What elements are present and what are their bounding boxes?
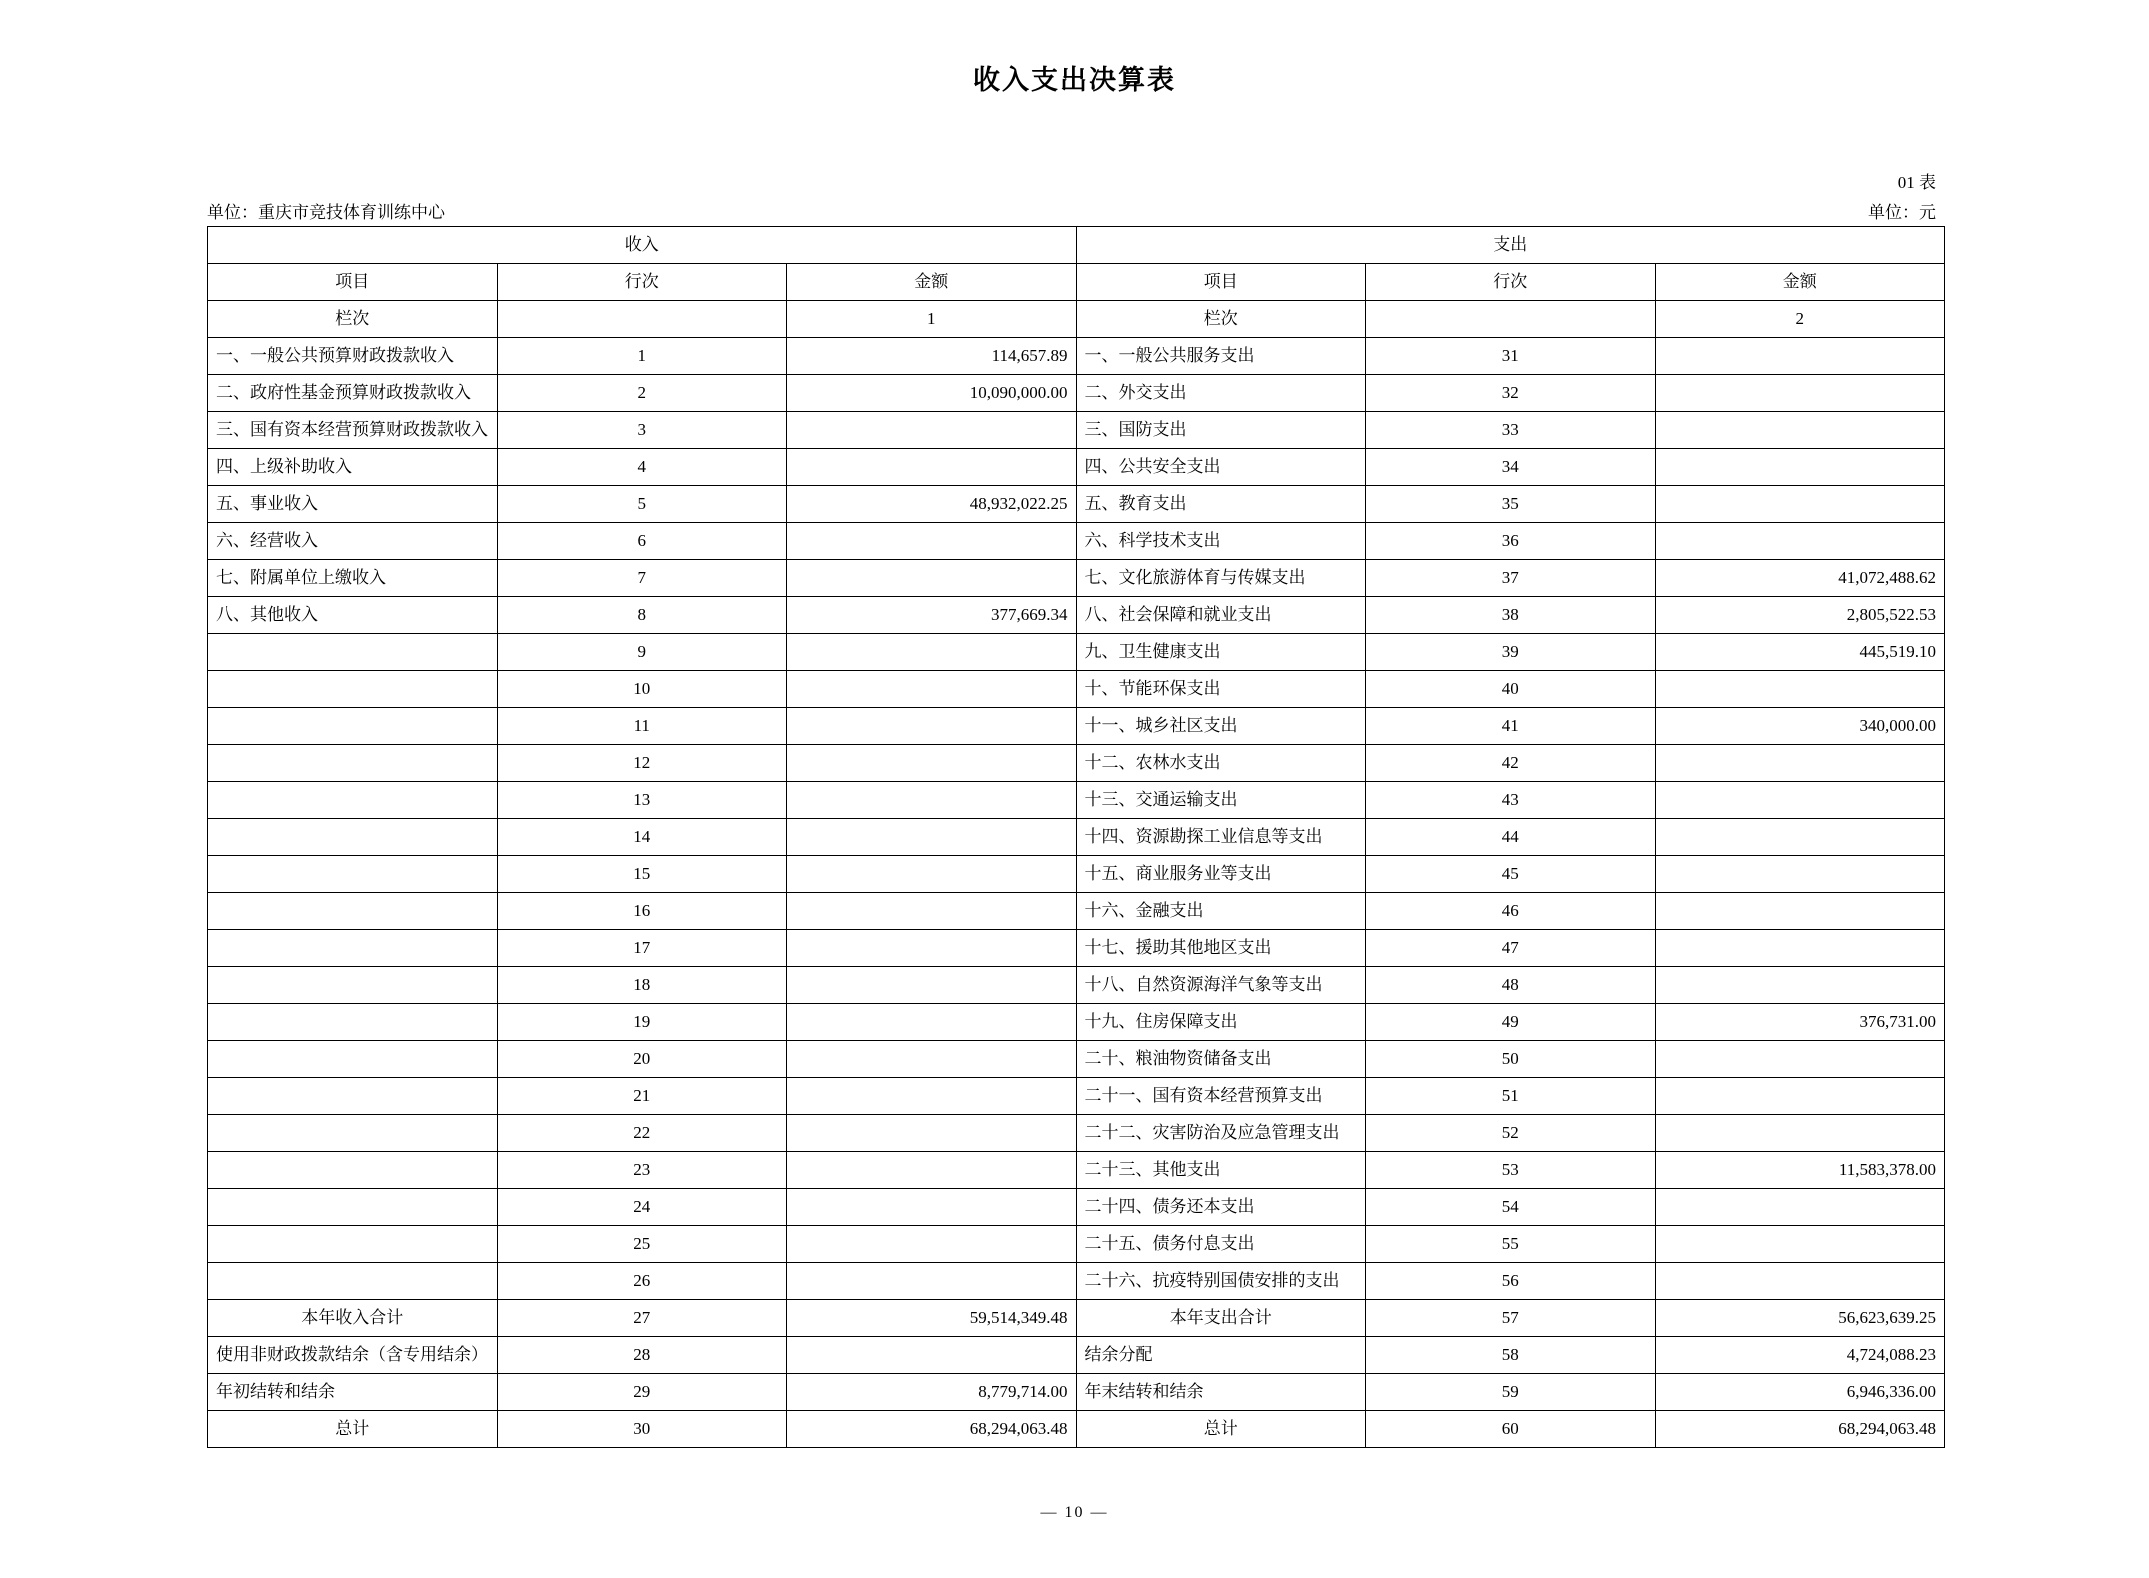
income-line-cell: 10 <box>497 671 787 708</box>
expense-amount-cell <box>1655 671 1945 708</box>
income-amount-cell: 8,779,714.00 <box>787 1374 1077 1411</box>
income-amount-cell <box>787 967 1077 1004</box>
income-line-cell: 21 <box>497 1078 787 1115</box>
expense-line-cell: 46 <box>1366 893 1656 930</box>
table-row <box>208 449 1945 486</box>
income-item-cell <box>208 930 498 967</box>
income-line-cell: 29 <box>497 1374 787 1411</box>
expense-line-cell: 40 <box>1366 671 1656 708</box>
table-summary-row <box>208 1411 1945 1448</box>
expense-line-cell: 32 <box>1366 375 1656 412</box>
expense-line-cell: 44 <box>1366 819 1656 856</box>
expense-line-cell: 39 <box>1366 634 1656 671</box>
income-amount-cell <box>787 708 1077 745</box>
income-amount-cell <box>787 782 1077 819</box>
income-line-cell: 3 <box>497 412 787 449</box>
expense-column-label: 栏次 <box>1076 301 1366 338</box>
table-row <box>208 338 1945 375</box>
expense-line-cell: 59 <box>1366 1374 1656 1411</box>
table-row <box>208 1004 1945 1041</box>
income-group-header: 收入 <box>208 227 1077 264</box>
income-item-cell <box>208 671 498 708</box>
expense-amount-cell: 11,583,378.00 <box>1655 1152 1945 1189</box>
income-item-cell: 六、经营收入 <box>208 523 498 560</box>
table-summary-row <box>208 1374 1945 1411</box>
expense-amount-cell <box>1655 486 1945 523</box>
table-row <box>208 1115 1945 1152</box>
expense-item-cell: 二十五、债务付息支出 <box>1076 1226 1366 1263</box>
income-item-cell: 本年收入合计 <box>208 1300 498 1337</box>
expense-amount-cell <box>1655 967 1945 1004</box>
expense-item-cell: 十一、城乡社区支出 <box>1076 708 1366 745</box>
expense-item-cell: 二十四、债务还本支出 <box>1076 1189 1366 1226</box>
expense-item-cell: 七、文化旅游体育与传媒支出 <box>1076 560 1366 597</box>
budget-table <box>207 226 1945 1448</box>
table-row <box>208 745 1945 782</box>
income-amount-header: 金额 <box>787 264 1077 301</box>
income-item-cell <box>208 1226 498 1263</box>
income-item-cell <box>208 819 498 856</box>
expense-item-cell: 十七、援助其他地区支出 <box>1076 930 1366 967</box>
income-amount-cell <box>787 1152 1077 1189</box>
income-amount-cell: 68,294,063.48 <box>787 1411 1077 1448</box>
expense-line-cell: 60 <box>1366 1411 1656 1448</box>
expense-line-cell: 33 <box>1366 412 1656 449</box>
expense-amount-cell <box>1655 1263 1945 1300</box>
expense-item-cell: 结余分配 <box>1076 1337 1366 1374</box>
income-item-cell: 五、事业收入 <box>208 486 498 523</box>
income-column-blank <box>497 301 787 338</box>
table-row <box>208 1078 1945 1115</box>
expense-amount-cell: 340,000.00 <box>1655 708 1945 745</box>
expense-item-cell: 十四、资源勘探工业信息等支出 <box>1076 819 1366 856</box>
income-item-cell: 三、国有资本经营预算财政拨款收入 <box>208 412 498 449</box>
income-line-cell: 2 <box>497 375 787 412</box>
table-column-header-row <box>208 264 1945 301</box>
expense-item-cell: 十九、住房保障支出 <box>1076 1004 1366 1041</box>
income-amount-cell <box>787 1115 1077 1152</box>
income-amount-cell <box>787 634 1077 671</box>
income-line-cell: 14 <box>497 819 787 856</box>
income-amount-cell <box>787 745 1077 782</box>
income-item-cell <box>208 1263 498 1300</box>
expense-line-cell: 47 <box>1366 930 1656 967</box>
expense-column-index: 2 <box>1655 301 1945 338</box>
expense-line-cell: 48 <box>1366 967 1656 1004</box>
table-row <box>208 1189 1945 1226</box>
expense-amount-cell <box>1655 375 1945 412</box>
expense-item-cell: 三、国防支出 <box>1076 412 1366 449</box>
income-item-cell <box>208 893 498 930</box>
expense-amount-cell: 2,805,522.53 <box>1655 597 1945 634</box>
expense-item-cell: 四、公共安全支出 <box>1076 449 1366 486</box>
expense-line-cell: 45 <box>1366 856 1656 893</box>
income-line-cell: 9 <box>497 634 787 671</box>
table-row <box>208 708 1945 745</box>
income-line-cell: 22 <box>497 1115 787 1152</box>
income-amount-cell <box>787 1078 1077 1115</box>
table-row <box>208 967 1945 1004</box>
income-item-cell <box>208 745 498 782</box>
expense-item-cell: 二十三、其他支出 <box>1076 1152 1366 1189</box>
expense-item-cell: 二十一、国有资本经营预算支出 <box>1076 1078 1366 1115</box>
income-line-cell: 6 <box>497 523 787 560</box>
expense-amount-cell: 376,731.00 <box>1655 1004 1945 1041</box>
income-item-cell <box>208 1152 498 1189</box>
income-item-cell <box>208 1004 498 1041</box>
income-amount-cell <box>787 412 1077 449</box>
expense-item-cell: 八、社会保障和就业支出 <box>1076 597 1366 634</box>
income-line-cell: 30 <box>497 1411 787 1448</box>
table-summary-row <box>208 1337 1945 1374</box>
table-row <box>208 1041 1945 1078</box>
table-row <box>208 523 1945 560</box>
income-line-cell: 5 <box>497 486 787 523</box>
table-row <box>208 375 1945 412</box>
table-summary-row <box>208 1300 1945 1337</box>
expense-line-cell: 36 <box>1366 523 1656 560</box>
expense-item-cell: 年末结转和结余 <box>1076 1374 1366 1411</box>
income-line-cell: 24 <box>497 1189 787 1226</box>
income-item-cell <box>208 1041 498 1078</box>
income-amount-cell <box>787 1189 1077 1226</box>
expense-item-cell: 十五、商业服务业等支出 <box>1076 856 1366 893</box>
expense-item-cell: 二十、粮油物资储备支出 <box>1076 1041 1366 1078</box>
expense-amount-cell <box>1655 338 1945 375</box>
expense-amount-cell <box>1655 1115 1945 1152</box>
expense-line-cell: 58 <box>1366 1337 1656 1374</box>
expense-item-cell: 总计 <box>1076 1411 1366 1448</box>
income-amount-cell: 114,657.89 <box>787 338 1077 375</box>
table-row <box>208 856 1945 893</box>
income-amount-cell: 377,669.34 <box>787 597 1077 634</box>
expense-amount-cell <box>1655 819 1945 856</box>
expense-line-cell: 38 <box>1366 597 1656 634</box>
income-item-cell: 八、其他收入 <box>208 597 498 634</box>
income-amount-cell: 48,932,022.25 <box>787 486 1077 523</box>
table-row <box>208 412 1945 449</box>
expense-line-cell: 37 <box>1366 560 1656 597</box>
expense-amount-cell <box>1655 930 1945 967</box>
income-amount-cell <box>787 1337 1077 1374</box>
expense-line-cell: 52 <box>1366 1115 1656 1152</box>
expense-amount-cell <box>1655 893 1945 930</box>
income-amount-cell: 59,514,349.48 <box>787 1300 1077 1337</box>
income-amount-cell: 10,090,000.00 <box>787 375 1077 412</box>
expense-amount-cell: 68,294,063.48 <box>1655 1411 1945 1448</box>
expense-item-cell: 本年支出合计 <box>1076 1300 1366 1337</box>
expense-group-header: 支出 <box>1076 227 1945 264</box>
income-line-cell: 12 <box>497 745 787 782</box>
income-line-cell: 27 <box>497 1300 787 1337</box>
table-number-label: 01 表 <box>1897 173 1936 192</box>
expense-amount-cell: 56,623,639.25 <box>1655 1300 1945 1337</box>
income-line-cell: 8 <box>497 597 787 634</box>
expense-item-cell: 十六、金融支出 <box>1076 893 1366 930</box>
expense-amount-cell <box>1655 1226 1945 1263</box>
income-amount-cell <box>787 1226 1077 1263</box>
income-amount-cell <box>787 1041 1077 1078</box>
table-row <box>208 486 1945 523</box>
expense-line-cell: 55 <box>1366 1226 1656 1263</box>
table-row <box>208 597 1945 634</box>
table-column-index-row <box>208 301 1945 338</box>
expense-amount-cell <box>1655 782 1945 819</box>
expense-amount-cell: 4,724,088.23 <box>1655 1337 1945 1374</box>
expense-item-header: 项目 <box>1076 264 1366 301</box>
expense-item-cell: 二十六、抗疫特别国债安排的支出 <box>1076 1263 1366 1300</box>
income-item-cell <box>208 967 498 1004</box>
table-row <box>208 671 1945 708</box>
income-line-cell: 17 <box>497 930 787 967</box>
table-row <box>208 930 1945 967</box>
expense-item-cell: 五、教育支出 <box>1076 486 1366 523</box>
expense-item-cell: 十二、农林水支出 <box>1076 745 1366 782</box>
income-line-cell: 26 <box>497 1263 787 1300</box>
income-item-cell <box>208 1189 498 1226</box>
income-line-header: 行次 <box>497 264 787 301</box>
income-line-cell: 20 <box>497 1041 787 1078</box>
expense-amount-cell <box>1655 856 1945 893</box>
expense-amount-cell: 6,946,336.00 <box>1655 1374 1945 1411</box>
income-line-cell: 19 <box>497 1004 787 1041</box>
expense-item-cell: 十八、自然资源海洋气象等支出 <box>1076 967 1366 1004</box>
income-item-cell: 七、附属单位上缴收入 <box>208 560 498 597</box>
expense-amount-cell <box>1655 412 1945 449</box>
table-row <box>208 634 1945 671</box>
income-amount-cell <box>787 1004 1077 1041</box>
income-amount-cell <box>787 856 1077 893</box>
expense-line-cell: 31 <box>1366 338 1656 375</box>
expense-item-cell: 一、一般公共服务支出 <box>1076 338 1366 375</box>
income-line-cell: 23 <box>497 1152 787 1189</box>
page-title: 收入支出决算表 <box>973 65 1176 95</box>
income-amount-cell <box>787 560 1077 597</box>
table-row <box>208 560 1945 597</box>
income-line-cell: 18 <box>497 967 787 1004</box>
expense-item-cell: 十三、交通运输支出 <box>1076 782 1366 819</box>
expense-line-cell: 56 <box>1366 1263 1656 1300</box>
expense-amount-cell <box>1655 1078 1945 1115</box>
income-item-cell <box>208 708 498 745</box>
expense-line-cell: 35 <box>1366 486 1656 523</box>
income-line-cell: 16 <box>497 893 787 930</box>
expense-amount-cell: 445,519.10 <box>1655 634 1945 671</box>
income-item-cell: 年初结转和结余 <box>208 1374 498 1411</box>
expense-line-header: 行次 <box>1366 264 1656 301</box>
income-item-cell <box>208 634 498 671</box>
income-item-cell <box>208 856 498 893</box>
income-item-cell: 使用非财政拨款结余（含专用结余） <box>208 1337 498 1374</box>
table-row <box>208 893 1945 930</box>
income-item-cell: 一、一般公共预算财政拨款收入 <box>208 338 498 375</box>
expense-line-cell: 57 <box>1366 1300 1656 1337</box>
expense-line-cell: 50 <box>1366 1041 1656 1078</box>
income-amount-cell <box>787 930 1077 967</box>
expense-amount-cell <box>1655 449 1945 486</box>
table-row <box>208 1263 1945 1300</box>
income-item-cell: 二、政府性基金预算财政拨款收入 <box>208 375 498 412</box>
expense-column-blank <box>1366 301 1656 338</box>
table-row <box>208 782 1945 819</box>
expense-item-cell: 九、卫生健康支出 <box>1076 634 1366 671</box>
unit-name-label: 单位：重庆市竞技体育训练中心 <box>207 203 445 222</box>
income-line-cell: 11 <box>497 708 787 745</box>
income-line-cell: 25 <box>497 1226 787 1263</box>
income-amount-cell <box>787 523 1077 560</box>
document-page <box>0 58 2149 1578</box>
income-line-cell: 4 <box>497 449 787 486</box>
table-row <box>208 819 1945 856</box>
unit-measure-label: 单位：元 <box>1868 203 1936 222</box>
expense-line-cell: 51 <box>1366 1078 1656 1115</box>
table-group-header-row <box>208 227 1945 264</box>
income-item-cell <box>208 782 498 819</box>
expense-line-cell: 41 <box>1366 708 1656 745</box>
page-number: — 10 — <box>1040 1504 1109 1521</box>
expense-line-cell: 53 <box>1366 1152 1656 1189</box>
expense-line-cell: 42 <box>1366 745 1656 782</box>
expense-line-cell: 49 <box>1366 1004 1656 1041</box>
expense-line-cell: 43 <box>1366 782 1656 819</box>
table-row <box>208 1152 1945 1189</box>
income-item-cell <box>208 1115 498 1152</box>
table-row <box>208 1226 1945 1263</box>
expense-amount-cell <box>1655 523 1945 560</box>
expense-amount-cell: 41,072,488.62 <box>1655 560 1945 597</box>
income-column-label: 栏次 <box>208 301 498 338</box>
income-column-index: 1 <box>787 301 1077 338</box>
expense-line-cell: 54 <box>1366 1189 1656 1226</box>
expense-item-cell: 二十二、灾害防治及应急管理支出 <box>1076 1115 1366 1152</box>
expense-line-cell: 34 <box>1366 449 1656 486</box>
income-line-cell: 13 <box>497 782 787 819</box>
income-item-cell: 四、上级补助收入 <box>208 449 498 486</box>
income-item-cell <box>208 1078 498 1115</box>
income-amount-cell <box>787 819 1077 856</box>
expense-amount-cell <box>1655 1041 1945 1078</box>
income-line-cell: 7 <box>497 560 787 597</box>
expense-item-cell: 二、外交支出 <box>1076 375 1366 412</box>
expense-item-cell: 六、科学技术支出 <box>1076 523 1366 560</box>
expense-amount-header: 金额 <box>1655 264 1945 301</box>
income-line-cell: 1 <box>497 338 787 375</box>
income-amount-cell <box>787 1263 1077 1300</box>
income-amount-cell <box>787 671 1077 708</box>
expense-amount-cell <box>1655 745 1945 782</box>
expense-amount-cell <box>1655 1189 1945 1226</box>
income-item-cell: 总计 <box>208 1411 498 1448</box>
income-amount-cell <box>787 893 1077 930</box>
income-item-header: 项目 <box>208 264 498 301</box>
income-line-cell: 15 <box>497 856 787 893</box>
income-line-cell: 28 <box>497 1337 787 1374</box>
expense-item-cell: 十、节能环保支出 <box>1076 671 1366 708</box>
income-amount-cell <box>787 449 1077 486</box>
